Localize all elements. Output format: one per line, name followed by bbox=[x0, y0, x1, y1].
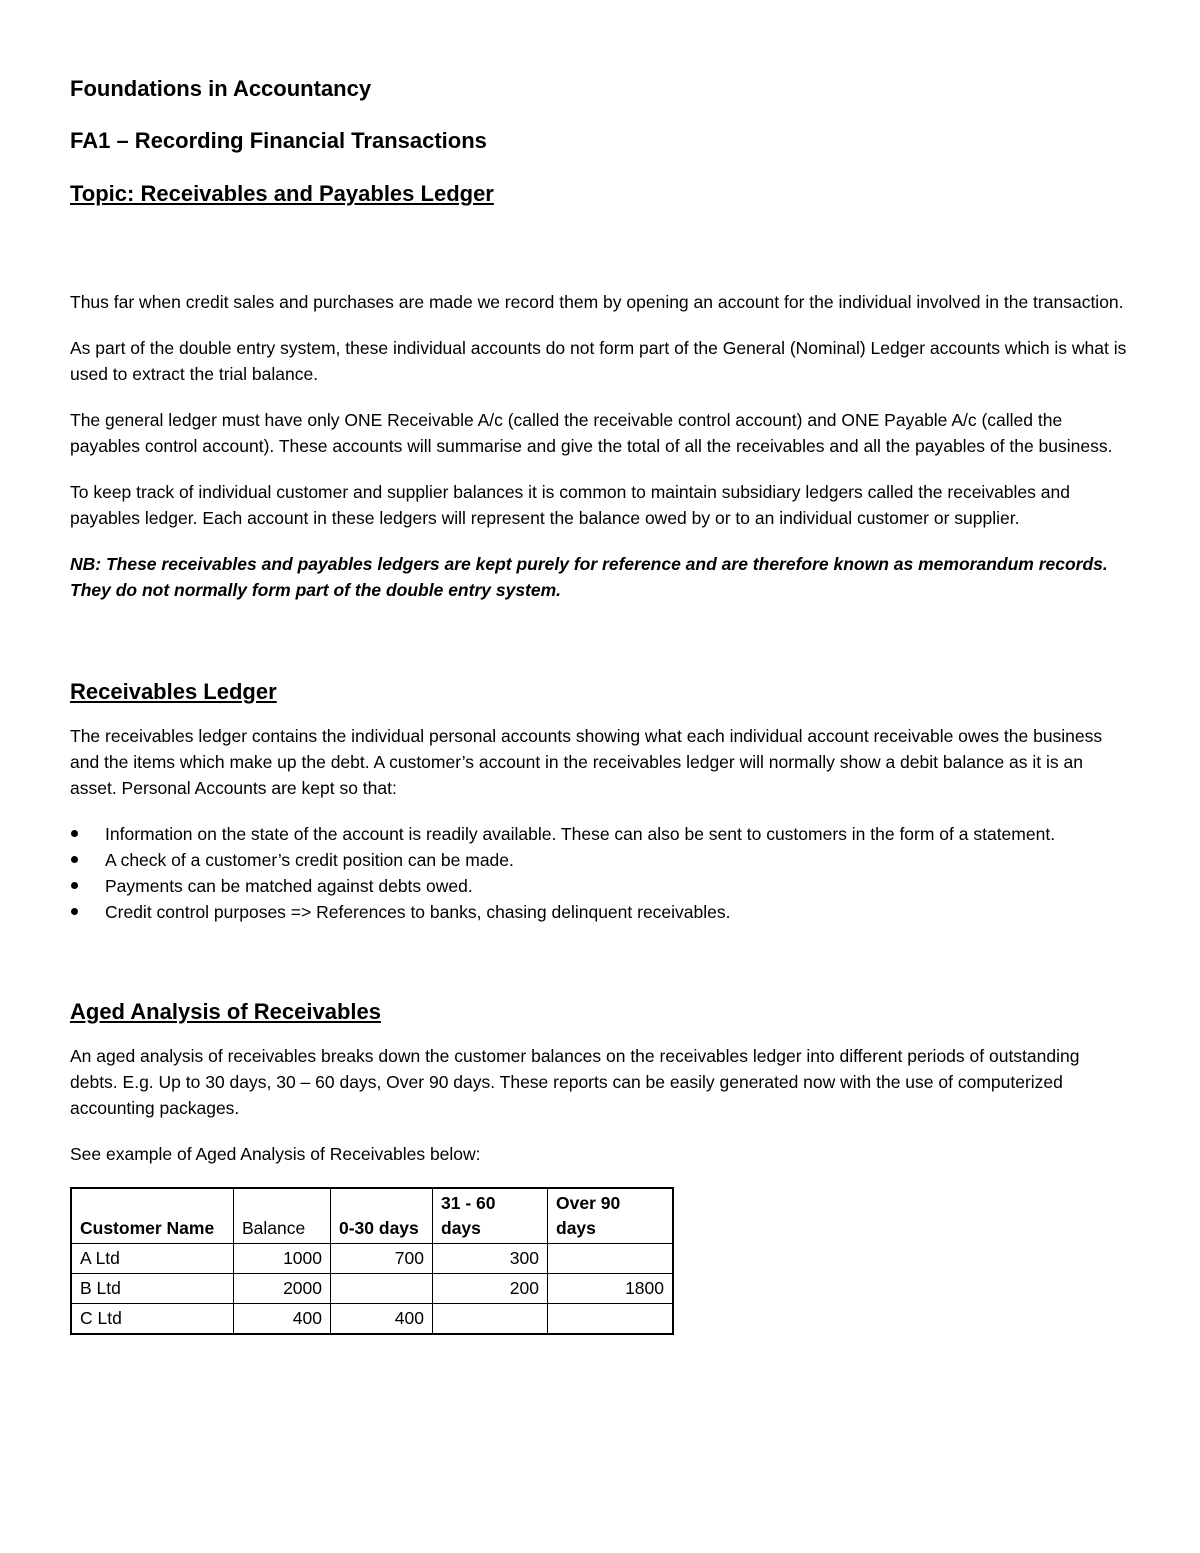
receivables-ledger-heading: Receivables Ledger bbox=[70, 679, 277, 704]
cell-customer: B Ltd bbox=[71, 1274, 234, 1304]
cell-31-60: 300 bbox=[433, 1244, 548, 1274]
table-header-row bbox=[71, 1188, 673, 1244]
list-item: Credit control purposes => References to banks, chasing delinquent receivables. bbox=[70, 899, 1130, 925]
receivables-ledger-body: The receivables ledger contains the individual personal accounts showing what each individual account receivable owes the business and the items which make up the debt. A customer’s account in the receivables ledger will normally show a debit balance as it is an asset. Personal Accounts are kept so that: bbox=[70, 726, 1103, 798]
cell-0-30: 400 bbox=[331, 1304, 433, 1335]
cell-customer: A Ltd bbox=[71, 1244, 234, 1274]
bullet-icon bbox=[71, 830, 78, 837]
aged-analysis-table bbox=[70, 1187, 674, 1335]
header-balance: Balance bbox=[234, 1188, 331, 1244]
intro-paragraph-2: As part of the double entry system, these individual accounts do not form part of the General (Nominal) Ledger accounts which is what is used to extract the trial balance. bbox=[70, 338, 1127, 384]
cell-balance: 1000 bbox=[234, 1244, 331, 1274]
intro-paragraph-4: To keep track of individual customer and supplier balances it is common to maintain subsidiary ledgers called the receivables and payables ledger. Each account in these ledgers will represent the balance owed by or to an individual customer or supplier. bbox=[70, 482, 1070, 528]
header-0-30-days: 0-30 days bbox=[331, 1188, 433, 1244]
intro-paragraph-3: The general ledger must have only ONE Receivable A/c (called the receivable control account) and ONE Payable A/c (called the payables control account). These accounts will summarise and give the total of all the receivables and all the payables of the business. bbox=[70, 410, 1113, 456]
table-row bbox=[71, 1244, 673, 1274]
list-item: Information on the state of the account is readily available. These can also be sent to customers in the form of a statement. bbox=[70, 821, 1130, 847]
cell-customer: C Ltd bbox=[71, 1304, 234, 1335]
cell-over-90 bbox=[548, 1244, 674, 1274]
header-31-60-days: 31 - 60 days bbox=[433, 1188, 548, 1244]
cell-balance: 400 bbox=[234, 1304, 331, 1335]
nb-note: NB: These receivables and payables ledgers are kept purely for reference and are therefore known as memorandum records. They do not normally form part of the double entry system. bbox=[70, 554, 1108, 600]
cell-balance: 2000 bbox=[234, 1274, 331, 1304]
topic-heading: Topic: Receivables and Payables Ledger bbox=[70, 181, 494, 206]
aged-example-intro: See example of Aged Analysis of Receivables below: bbox=[70, 1144, 481, 1164]
header-customer-name: Customer Name bbox=[71, 1188, 234, 1244]
module-title: FA1 – Recording Financial Transactions bbox=[70, 128, 487, 153]
header-over-90-days: Over 90 days bbox=[548, 1188, 674, 1244]
cell-0-30 bbox=[331, 1274, 433, 1304]
bullet-icon bbox=[71, 882, 78, 889]
cell-31-60 bbox=[433, 1304, 548, 1335]
cell-31-60: 200 bbox=[433, 1274, 548, 1304]
bullet-icon bbox=[71, 908, 78, 915]
bullet-icon bbox=[71, 856, 78, 863]
table-row bbox=[71, 1304, 673, 1335]
list-item: Payments can be matched against debts owed. bbox=[70, 873, 1130, 899]
intro-paragraph-1: Thus far when credit sales and purchases are made we record them by opening an account for the individual involved in the transaction. bbox=[70, 292, 1124, 312]
aged-analysis-body: An aged analysis of receivables breaks down the customer balances on the receivables ledger into different periods of outstanding debts. E.g. Up to 30 days, 30 – 60 days, Over 90 days. These reports can be easily generated now with the use of computerized accounting packages. bbox=[70, 1046, 1080, 1118]
receivables-bullet-list bbox=[70, 821, 1130, 925]
table-row bbox=[71, 1274, 673, 1304]
aged-analysis-heading: Aged Analysis of Receivables bbox=[70, 999, 381, 1024]
cell-over-90 bbox=[548, 1304, 674, 1335]
cell-0-30: 700 bbox=[331, 1244, 433, 1274]
list-item: A check of a customer’s credit position can be made. bbox=[70, 847, 1130, 873]
course-title: Foundations in Accountancy bbox=[70, 76, 372, 101]
cell-over-90: 1800 bbox=[548, 1274, 674, 1304]
document-page bbox=[70, 72, 1130, 1335]
